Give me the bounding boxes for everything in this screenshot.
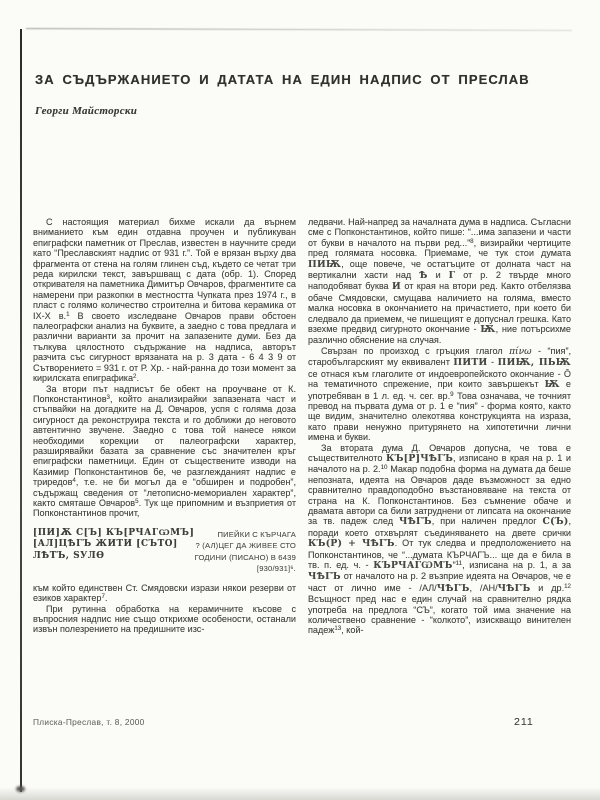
- translation-line: ГОДИНИ (ПИСАНО) В 6439: [194, 552, 296, 562]
- scan-bottom-shadow: [0, 787, 600, 800]
- paragraph: [33, 217, 296, 384]
- text-segment: ЧѢГЪ: [398, 516, 432, 528]
- article-body: [33, 217, 571, 636]
- text-segment: от края на втори ред. Както отбелязва обаче Смядовски, смущава наличието на голяма, вместо малка носовка в окончанието на причастието, при което би следвало да приемем, че пишещият е допуснал грешка. Като взехме предвид сигурното окончание -: [308, 281, 571, 335]
- text-segment: , още повече, че остатъците от долната част на вертикални хасти над: [308, 258, 571, 281]
- text-segment: Всъщност пред нас е един случай на сравнително рядка употреба на предлога “СЪ”, когато той има значение на количествено сравнение - “колкото”, изискващо винителен падеж: [308, 594, 571, 636]
- text-segment: и: [427, 270, 449, 281]
- text-segment: Свързан по произход с гръцкия глагол: [321, 345, 510, 356]
- footnote-marker: 5: [135, 497, 139, 505]
- text-segment: , ние потърсихме различно обяснение на случая.: [308, 324, 571, 346]
- text-segment: КЪ[Р]ЧѢГЪ: [385, 452, 454, 464]
- inscription-line: [АЛ]ЦѢГЪ ЖИТИ [СЪТО]: [33, 539, 178, 550]
- page-edge-left-line: [20, 29, 22, 792]
- footnote-marker: 4: [72, 477, 76, 485]
- text-segment: ЧѢГЪ: [308, 571, 341, 583]
- inscription-translation: [195, 528, 296, 575]
- text-segment: . Тук ще припомним и възприетия от Попконстантинов прочит,: [33, 497, 296, 519]
- footnote-marker: 10: [380, 464, 388, 472]
- text-segment: , поради което отхвърлят съединяването на двете срички: [308, 516, 572, 538]
- text-segment: ”: [452, 560, 456, 570]
- page-number: 211: [514, 716, 534, 728]
- text-segment: πίνω: [509, 346, 532, 357]
- text-segment: Ѭ: [480, 324, 496, 336]
- text-segment: , /АН/: [469, 582, 498, 593]
- text-segment: -: [487, 357, 498, 368]
- paragraph: [33, 384, 296, 519]
- text-segment: За втори път надписът бе обект на проучване от К. Попконстантинов: [33, 383, 296, 404]
- right-column: [308, 217, 571, 636]
- text-segment: Ѭ: [544, 379, 560, 391]
- text-segment: , визирайки чертиците пред голямата носовка. Приемаме, че тук стои думата: [308, 237, 571, 259]
- paragraph: [308, 217, 571, 346]
- text-segment: С настоящия материал бихме искали да върнем вниманието към един отдавна проучен и публикуван епиграфски паметник от Преслав, известен в научните среди като “Преславският надпис от 931 г.”. Той е врязан върху два фрагмента от стена на голям глинен съд, където се четат три реда кирилски текст, завършващ с дата (обр. 1). Според откривателя на паметника Димитър Овчаров, фрагментите са намерени при разкопки в местността Чупката през 1974 г., в пласт с голямо количество строителна и битова керамика от IX-X в.: [33, 217, 296, 321]
- text-segment: За втората дума Д. Овчаров допусна, че това е съществителното: [308, 442, 571, 463]
- footnote-marker: 9: [450, 390, 454, 398]
- text-segment: и др.: [530, 582, 565, 593]
- text-segment: от р. 2 твърде много наподобяват буква: [308, 270, 571, 292]
- text-segment: от началото на р. 2 възприе идеята на Овчаров, че е част от лично име - /АЛ/: [308, 571, 571, 593]
- inscription-line: [ПИ]Ѫ С[Ъ] КЪ[РЧАГѠМЪ]: [33, 527, 195, 538]
- text-segment: Макар подобна форма на думата да беше непозната, идеята на Овчаров даде възможност за едно сравнително правдоподобно възстановяване на текста от страна на К. Попконстантинов. Без съмнение обаче и двамата автори са били затруднени от липсата на окончание за тв. падеж след: [308, 464, 572, 527]
- text-segment: .: [136, 373, 140, 384]
- text-segment: С(Ъ): [542, 516, 569, 528]
- text-segment: , т.е. не би могъл да е “обширен и подробен”, съдържащ сведения от “летописно-мемориален характер”, както смяташе Овчаров: [33, 477, 296, 508]
- text-segment: ЧѢГЪ: [436, 582, 470, 594]
- text-segment: И: [391, 281, 401, 293]
- text-segment: към който единствен Ст. Смядовски изрази някои резерви от езиков характер: [33, 582, 296, 604]
- footnote-marker: 1: [66, 310, 70, 318]
- inscription-original: [33, 528, 194, 575]
- text-segment: ПИТИ: [453, 357, 488, 369]
- translation-line: ? (АЛ)ЦЕГ ДА ЖИВЕЕ СТО: [195, 541, 296, 551]
- article-title: ЗА СЪДЪРЖАНИЕТО И ДАТАТА НА ЕДИН НАДПИС ОТ ПРЕСЛАВ: [35, 71, 530, 87]
- inscription-block: [33, 528, 296, 575]
- text-segment: , изписана на р. 1, а за: [462, 560, 572, 570]
- text-segment: Г: [448, 270, 456, 282]
- text-segment: КЪ(Р) + ЧѢГЪ: [308, 538, 395, 550]
- left-column: [33, 217, 296, 636]
- footnote-marker: 8: [470, 237, 474, 245]
- text-segment: В своето изследване Овчаров прави обстоен палеографски анализ на буквите, а заедно с това предлага и различни варианти за прочит на запазените думи. Без да тълкува цялостното съдържание на надписа, авторът разчита със сигурност врязаната на р. 3 дата - 6 4 3 9 от Сътворението = 931 г. от Р. Хр. - най-ранна до този момент за кирилската епиграфика: [33, 310, 296, 384]
- text-segment: ледвачи. Най-напред за началната дума в надписа. Съгласни сме с Попконстантинов, който пише: “...има запазени и части от букви в началото на първи ред...”: [308, 217, 571, 248]
- text-segment: При рутинна обработка на керамичните късове с въпросния надпис ние също открихме особености, останали извън полезрението на предишните изс-: [33, 603, 296, 635]
- footnote-marker: 3: [106, 393, 110, 401]
- inscription-line: ЛѢТЪ, ЅУЛѲ: [33, 550, 105, 561]
- paragraph: [33, 604, 296, 635]
- paragraph: [308, 443, 571, 636]
- footnote-marker: 11: [455, 560, 463, 567]
- text-segment: ПИѬ: [308, 258, 342, 270]
- text-segment: , кой-: [341, 625, 364, 636]
- text-segment: се отнася към глаголите от индоевропейското окончание - Ō на тематичното спрежение, при които завършекът: [308, 368, 571, 390]
- page-edge-top-line: [26, 28, 572, 31]
- journal-footer: Плиска-Преслав, т. 8, 2000: [33, 717, 145, 727]
- article-author: Георги Майсторски: [35, 105, 138, 117]
- text-segment: ПИѬ, ПЬѬ: [497, 357, 571, 369]
- text-segment: .: [104, 593, 108, 604]
- text-segment: е употребяван в 1 л. ед. ч. сег. вр.: [308, 379, 571, 401]
- text-segment: КЪРЧАГѠМЪ: [373, 560, 453, 571]
- paragraph: [308, 346, 571, 443]
- text-segment: , изписано в края на р. 1 и началото на р. 2.: [308, 452, 571, 475]
- paragraph: [33, 583, 296, 604]
- footnote-marker: 13: [334, 625, 342, 633]
- text-segment: ЧѢГЪ: [497, 582, 531, 594]
- text-segment: Това означава, че точният превод на първата дума от р. 1 е “пия” - форма която, както ще видим, значително олекотява конструкцията на израза, като прави ненужно притурянето на хипотетични лични имена и букви.: [308, 390, 571, 443]
- text-segment: , при наличен предлог: [431, 516, 543, 527]
- footnote-marker: 12: [564, 582, 571, 590]
- footnote-marker: 2: [133, 373, 137, 381]
- text-segment: Ѣ: [419, 270, 428, 282]
- footnote-marker: 7: [101, 593, 105, 601]
- text-segment: . От тук следва и предположението на Попконстантинов, че “...думата КЪРЧАГЪ... ще да е била в тв. п. ед. ч. -: [308, 538, 571, 570]
- translation-line: ПИЕЙКИ С КЪРЧАГА: [217, 529, 296, 539]
- translation-line: [930/931]⁶.: [256, 564, 296, 574]
- text-segment: - “пия”, старобългарският му еквивалент: [308, 345, 571, 368]
- text-segment: , който анализирайки запазената част и стъпвайки на догадките на Д. Овчаров, успя с голяма доза сигурност да реконструира текста и го доближи до неговото автентично звучене. Заедно с това той нанесе някои необходими корекции от палеографски характер, разширявайки базата за сравнение със значителен кръг епиграфски паметници. Един от съществените изводи на Казимир Попконстантинов бе, че разглежданият надпис е триредов: [33, 393, 296, 488]
